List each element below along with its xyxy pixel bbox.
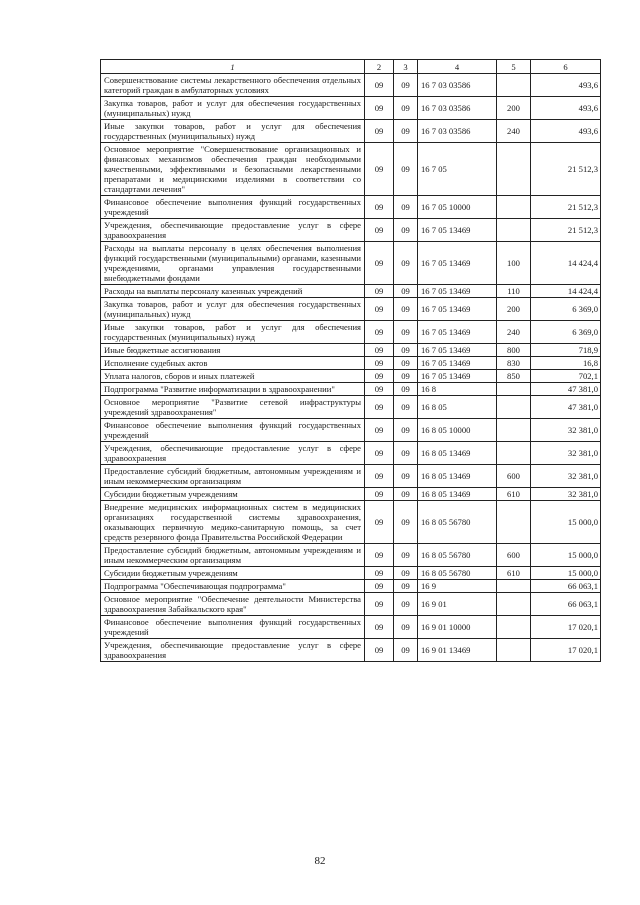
- column-header-amount: 6: [531, 60, 601, 74]
- cell-expense-type: [497, 219, 531, 242]
- table-row: [101, 370, 601, 383]
- cell-subsection: 09: [394, 285, 418, 298]
- cell-name: Внедрение медицинских информационных систем в медицинских организациях государственной системы здравоохранения, оказывающих первичную медико-санитарную помощь, за счет средств резервного фонда Правительства Российской Федерации: [101, 501, 365, 544]
- cell-amount: 32 381,0: [531, 488, 601, 501]
- table-row: [101, 285, 601, 298]
- table-row: [101, 344, 601, 357]
- cell-subsection: 09: [394, 196, 418, 219]
- table-row: [101, 242, 601, 285]
- cell-subsection: 09: [394, 370, 418, 383]
- table-header-row: [101, 60, 601, 74]
- cell-target-code: 16 7 05: [418, 143, 497, 196]
- cell-section: 09: [365, 488, 394, 501]
- cell-expense-type: [497, 143, 531, 196]
- cell-name: Учреждения, обеспечивающие предоставление услуг в сфере здравоохранения: [101, 219, 365, 242]
- table-row: [101, 419, 601, 442]
- cell-section: 09: [365, 383, 394, 396]
- cell-target-code: 16 8 05 10000: [418, 419, 497, 442]
- cell-name: Предоставление субсидий бюджетным, автономным учреждениям и иным некоммерческим организациям: [101, 544, 365, 567]
- cell-section: 09: [365, 396, 394, 419]
- cell-amount: 47 381,0: [531, 396, 601, 419]
- cell-amount: 17 020,1: [531, 639, 601, 662]
- cell-expense-type: [497, 501, 531, 544]
- table-row: [101, 321, 601, 344]
- cell-expense-type: 610: [497, 488, 531, 501]
- cell-target-code: 16 8 05 56780: [418, 567, 497, 580]
- cell-amount: 14 424,4: [531, 285, 601, 298]
- cell-section: 09: [365, 344, 394, 357]
- cell-amount: 32 381,0: [531, 465, 601, 488]
- cell-target-code: 16 8 05 56780: [418, 501, 497, 544]
- cell-name: Расходы на выплаты персоналу казенных учреждений: [101, 285, 365, 298]
- cell-name: Закупка товаров, работ и услуг для обеспечения государственных (муниципальных) нужд: [101, 97, 365, 120]
- cell-amount: 21 512,3: [531, 143, 601, 196]
- cell-name: Подпрограмма "Обеспечивающая подпрограмма": [101, 580, 365, 593]
- cell-expense-type: [497, 442, 531, 465]
- table-row: [101, 639, 601, 662]
- cell-amount: 6 369,0: [531, 298, 601, 321]
- cell-target-code: 16 9 01: [418, 593, 497, 616]
- column-header-expense-type: 5: [497, 60, 531, 74]
- cell-section: 09: [365, 370, 394, 383]
- cell-amount: 718,9: [531, 344, 601, 357]
- cell-target-code: 16 9: [418, 580, 497, 593]
- cell-amount: 6 369,0: [531, 321, 601, 344]
- cell-amount: 14 424,4: [531, 242, 601, 285]
- cell-name: Исполнение судебных актов: [101, 357, 365, 370]
- table-row: [101, 196, 601, 219]
- table-row: [101, 593, 601, 616]
- cell-amount: 493,6: [531, 74, 601, 97]
- column-header-section: 2: [365, 60, 394, 74]
- cell-subsection: 09: [394, 143, 418, 196]
- cell-name: Иные закупки товаров, работ и услуг для обеспечения государственных (муниципальных) нужд: [101, 321, 365, 344]
- cell-target-code: 16 7 05 13469: [418, 357, 497, 370]
- cell-expense-type: 800: [497, 344, 531, 357]
- cell-subsection: 09: [394, 321, 418, 344]
- cell-subsection: 09: [394, 593, 418, 616]
- table-body: [101, 74, 601, 662]
- cell-subsection: 09: [394, 120, 418, 143]
- cell-expense-type: [497, 616, 531, 639]
- cell-amount: 15 000,0: [531, 567, 601, 580]
- cell-subsection: 09: [394, 344, 418, 357]
- table-row: [101, 74, 601, 97]
- cell-subsection: 09: [394, 488, 418, 501]
- table-row: [101, 580, 601, 593]
- cell-subsection: 09: [394, 97, 418, 120]
- cell-target-code: 16 7 05 13469: [418, 298, 497, 321]
- table-row: [101, 616, 601, 639]
- cell-amount: 47 381,0: [531, 383, 601, 396]
- cell-amount: 66 063,1: [531, 593, 601, 616]
- cell-subsection: 09: [394, 501, 418, 544]
- cell-section: 09: [365, 298, 394, 321]
- table-row: [101, 442, 601, 465]
- table-row: [101, 488, 601, 501]
- table-row: [101, 465, 601, 488]
- cell-subsection: 09: [394, 396, 418, 419]
- table-row: [101, 357, 601, 370]
- table-row: [101, 298, 601, 321]
- table-row: [101, 567, 601, 580]
- cell-name: Субсидии бюджетным учреждениям: [101, 488, 365, 501]
- cell-section: 09: [365, 501, 394, 544]
- cell-amount: 493,6: [531, 97, 601, 120]
- budget-table: [100, 59, 601, 662]
- cell-target-code: 16 7 05 13469: [418, 242, 497, 285]
- cell-expense-type: [497, 396, 531, 419]
- cell-section: 09: [365, 321, 394, 344]
- cell-subsection: 09: [394, 544, 418, 567]
- cell-expense-type: [497, 580, 531, 593]
- cell-expense-type: [497, 639, 531, 662]
- cell-amount: 32 381,0: [531, 419, 601, 442]
- cell-name: Уплата налогов, сборов и иных платежей: [101, 370, 365, 383]
- cell-expense-type: [497, 196, 531, 219]
- cell-section: 09: [365, 219, 394, 242]
- column-header-name: 1: [101, 60, 365, 74]
- cell-target-code: 16 9 01 10000: [418, 616, 497, 639]
- cell-section: 09: [365, 593, 394, 616]
- cell-amount: 21 512,3: [531, 219, 601, 242]
- cell-expense-type: 200: [497, 298, 531, 321]
- cell-expense-type: 200: [497, 97, 531, 120]
- cell-expense-type: 600: [497, 465, 531, 488]
- cell-name: Субсидии бюджетным учреждениям: [101, 567, 365, 580]
- cell-amount: 702,1: [531, 370, 601, 383]
- cell-target-code: 16 8 05 13469: [418, 488, 497, 501]
- cell-target-code: 16 7 03 03586: [418, 120, 497, 143]
- cell-name: Финансовое обеспечение выполнения функций государственных учреждений: [101, 419, 365, 442]
- cell-subsection: 09: [394, 442, 418, 465]
- table-row: [101, 544, 601, 567]
- cell-name: Совершенствование системы лекарственного обеспечения отдельных категорий граждан в амбулаторных условиях: [101, 74, 365, 97]
- cell-expense-type: [497, 383, 531, 396]
- column-header-subsection: 3: [394, 60, 418, 74]
- cell-section: 09: [365, 97, 394, 120]
- cell-expense-type: 600: [497, 544, 531, 567]
- cell-section: 09: [365, 442, 394, 465]
- cell-subsection: 09: [394, 580, 418, 593]
- cell-name: Учреждения, обеспечивающие предоставление услуг в сфере здравоохранения: [101, 639, 365, 662]
- cell-target-code: 16 8 05 56780: [418, 544, 497, 567]
- cell-amount: 15 000,0: [531, 501, 601, 544]
- cell-section: 09: [365, 285, 394, 298]
- cell-name: Основное мероприятие "Обеспечение деятельности Министерства здравоохранения Забайкальского края": [101, 593, 365, 616]
- cell-expense-type: 610: [497, 567, 531, 580]
- cell-amount: 66 063,1: [531, 580, 601, 593]
- cell-subsection: 09: [394, 74, 418, 97]
- cell-subsection: 09: [394, 242, 418, 285]
- cell-amount: 17 020,1: [531, 616, 601, 639]
- cell-expense-type: [497, 74, 531, 97]
- cell-target-code: 16 8 05 13469: [418, 465, 497, 488]
- cell-target-code: 16 7 05 13469: [418, 219, 497, 242]
- cell-subsection: 09: [394, 298, 418, 321]
- cell-target-code: 16 7 05 13469: [418, 370, 497, 383]
- cell-target-code: 16 7 05 13469: [418, 321, 497, 344]
- cell-section: 09: [365, 74, 394, 97]
- cell-expense-type: 830: [497, 357, 531, 370]
- cell-subsection: 09: [394, 419, 418, 442]
- cell-name: Основное мероприятие "Совершенствование организационных и финансовых механизмов обеспечения граждан необходимыми качественными, эффективными и безопасными лекарственными препаратами и медицинскими изделиями в соответствии со стандартами лечения": [101, 143, 365, 196]
- table-row: [101, 97, 601, 120]
- cell-subsection: 09: [394, 219, 418, 242]
- cell-subsection: 09: [394, 616, 418, 639]
- cell-amount: 21 512,3: [531, 196, 601, 219]
- cell-section: 09: [365, 357, 394, 370]
- cell-target-code: 16 8: [418, 383, 497, 396]
- cell-name: Предоставление субсидий бюджетным, автономным учреждениям и иным некоммерческим организациям: [101, 465, 365, 488]
- cell-expense-type: 100: [497, 242, 531, 285]
- table-row: [101, 120, 601, 143]
- cell-section: 09: [365, 120, 394, 143]
- cell-name: Финансовое обеспечение выполнения функций государственных учреждений: [101, 196, 365, 219]
- page-number: 82: [314, 855, 326, 867]
- cell-subsection: 09: [394, 383, 418, 396]
- cell-section: 09: [365, 616, 394, 639]
- cell-section: 09: [365, 143, 394, 196]
- cell-section: 09: [365, 419, 394, 442]
- cell-expense-type: 240: [497, 120, 531, 143]
- cell-name: Иные бюджетные ассигнования: [101, 344, 365, 357]
- table-row: [101, 143, 601, 196]
- cell-target-code: 16 7 05 10000: [418, 196, 497, 219]
- cell-section: 09: [365, 544, 394, 567]
- cell-amount: 16,8: [531, 357, 601, 370]
- table-row: [101, 383, 601, 396]
- cell-target-code: 16 8 05 13469: [418, 442, 497, 465]
- cell-target-code: 16 9 01 13469: [418, 639, 497, 662]
- cell-target-code: 16 7 05 13469: [418, 285, 497, 298]
- cell-amount: 32 381,0: [531, 442, 601, 465]
- cell-section: 09: [365, 639, 394, 662]
- cell-expense-type: [497, 419, 531, 442]
- cell-section: 09: [365, 567, 394, 580]
- cell-amount: 493,6: [531, 120, 601, 143]
- cell-name: Расходы на выплаты персоналу в целях обеспечения выполнения функций государственными (муниципальными) органами, казенными учреждениями, органами управления государственными внебюджетными фондами: [101, 242, 365, 285]
- table-row: [101, 396, 601, 419]
- cell-name: Подпрограмма "Развитие информатизации в здравоохранении": [101, 383, 365, 396]
- cell-target-code: 16 8 05: [418, 396, 497, 419]
- cell-name: Закупка товаров, работ и услуг для обеспечения государственных (муниципальных) нужд: [101, 298, 365, 321]
- cell-section: 09: [365, 580, 394, 593]
- cell-section: 09: [365, 242, 394, 285]
- cell-amount: 15 000,0: [531, 544, 601, 567]
- cell-subsection: 09: [394, 639, 418, 662]
- cell-name: Иные закупки товаров, работ и услуг для обеспечения государственных (муниципальных) нужд: [101, 120, 365, 143]
- cell-section: 09: [365, 196, 394, 219]
- cell-expense-type: 850: [497, 370, 531, 383]
- cell-name: Основное мероприятие "Развитие сетевой инфраструктуры учреждений здравоохранения": [101, 396, 365, 419]
- cell-target-code: 16 7 03 03586: [418, 74, 497, 97]
- cell-subsection: 09: [394, 567, 418, 580]
- table-row: [101, 501, 601, 544]
- cell-subsection: 09: [394, 465, 418, 488]
- cell-name: Финансовое обеспечение выполнения функций государственных учреждений: [101, 616, 365, 639]
- cell-expense-type: [497, 593, 531, 616]
- cell-name: Учреждения, обеспечивающие предоставление услуг в сфере здравоохранения: [101, 442, 365, 465]
- cell-target-code: 16 7 05 13469: [418, 344, 497, 357]
- cell-expense-type: 240: [497, 321, 531, 344]
- column-header-target-code: 4: [418, 60, 497, 74]
- cell-target-code: 16 7 03 03586: [418, 97, 497, 120]
- cell-section: 09: [365, 465, 394, 488]
- table-row: [101, 219, 601, 242]
- cell-expense-type: 110: [497, 285, 531, 298]
- cell-subsection: 09: [394, 357, 418, 370]
